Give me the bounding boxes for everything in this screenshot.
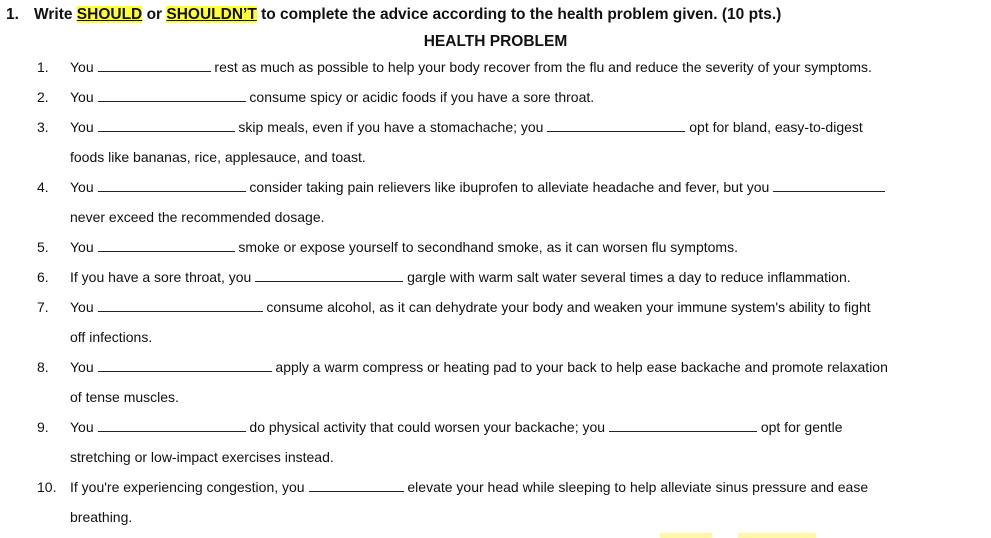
item-continuation: off infections. (70, 329, 153, 345)
item-lead: You (70, 419, 94, 435)
item-rest-2: opt for bland, easy-to-digest (689, 119, 863, 135)
item-text (70, 358, 888, 376)
item-number: 3. (37, 119, 49, 135)
answer-blank[interactable] (98, 418, 246, 432)
item-text (70, 238, 738, 256)
answer-blank[interactable] (98, 298, 263, 312)
answer-blank[interactable] (773, 178, 885, 192)
item-lead: You (70, 59, 94, 75)
section-heading: HEALTH PROBLEM (423, 33, 568, 50)
answer-blank[interactable] (98, 88, 246, 102)
item-text (70, 478, 868, 496)
item-text (70, 118, 863, 136)
item-text (70, 268, 851, 286)
item-continuation: of tense muscles. (70, 389, 179, 405)
item-number: 9. (37, 419, 49, 435)
instruction-or: or (146, 6, 163, 23)
answer-blank[interactable] (98, 58, 211, 72)
item-number: 10. (37, 479, 57, 495)
answer-blank[interactable] (98, 118, 235, 132)
instruction (6, 6, 781, 24)
item-number: 1. (37, 59, 49, 75)
answer-blank[interactable] (609, 418, 757, 432)
item-rest: consume spicy or acidic foods if you have a sore throat. (249, 89, 595, 105)
item-continuation: never exceed the recommended dosage. (70, 209, 325, 225)
item-text (70, 418, 843, 436)
item-text (70, 298, 871, 316)
item-lead: You (70, 89, 94, 105)
highlight-fragment (660, 533, 712, 538)
item-lead: You (70, 119, 94, 135)
highlight-fragment (738, 533, 816, 538)
item-lead: If you have a sore throat, you (70, 269, 252, 285)
item-text (70, 88, 594, 106)
item-rest: consume alcohol, as it can dehydrate your body and weaken your immune system's ability to fight (266, 299, 871, 315)
item-continuation: breathing. (70, 509, 133, 525)
item-rest: gargle with warm salt water several times a day to reduce inflammation. (407, 269, 851, 285)
item-continuation: foods like bananas, rice, applesauce, and toast. (70, 149, 366, 165)
item-number: 2. (37, 89, 49, 105)
item-lead: You (70, 239, 94, 255)
item-text (70, 58, 872, 76)
item-rest: do physical activity that could worsen your backache; you (249, 419, 606, 435)
item-number: 5. (37, 239, 49, 255)
instruction-number: 1. (6, 6, 19, 23)
answer-blank[interactable] (98, 238, 235, 252)
item-number: 4. (37, 179, 49, 195)
item-lead: You (70, 299, 94, 315)
answer-blank[interactable] (98, 178, 246, 192)
instruction-suffix: to complete the advice according to the health problem given. (10 pts.) (261, 6, 782, 23)
item-number: 8. (37, 359, 49, 375)
item-lead: You (70, 359, 94, 375)
answer-blank[interactable] (547, 118, 685, 132)
answer-blank[interactable] (255, 268, 403, 282)
item-rest-2: opt for gentle (760, 419, 843, 435)
item-number: 7. (37, 299, 49, 315)
keyword-shouldnt: SHOULDN’T (166, 6, 257, 23)
item-rest: smoke or expose yourself to secondhand smoke, as it can worsen flu symptoms. (238, 239, 738, 255)
item-rest: skip meals, even if you have a stomachache; you (238, 119, 544, 135)
answer-blank[interactable] (98, 358, 272, 372)
item-text (70, 178, 885, 196)
answer-blank[interactable] (309, 478, 404, 492)
item-lead: If you're experiencing congestion, you (70, 479, 305, 495)
item-rest: consider taking pain relievers like ibuprofen to alleviate headache and fever, but you (249, 179, 770, 195)
item-lead: You (70, 179, 94, 195)
item-rest: elevate your head while sleeping to help alleviate sinus pressure and ease (407, 479, 869, 495)
item-number: 6. (37, 269, 49, 285)
item-rest: apply a warm compress or heating pad to your back to help ease backache and promote relaxation (275, 359, 888, 375)
item-rest: rest as much as possible to help your body recover from the flu and reduce the severity of your symptoms. (214, 59, 872, 75)
item-continuation: stretching or low-impact exercises instead. (70, 449, 334, 465)
keyword-should: SHOULD (76, 6, 143, 23)
instruction-prefix: Write (34, 6, 73, 23)
